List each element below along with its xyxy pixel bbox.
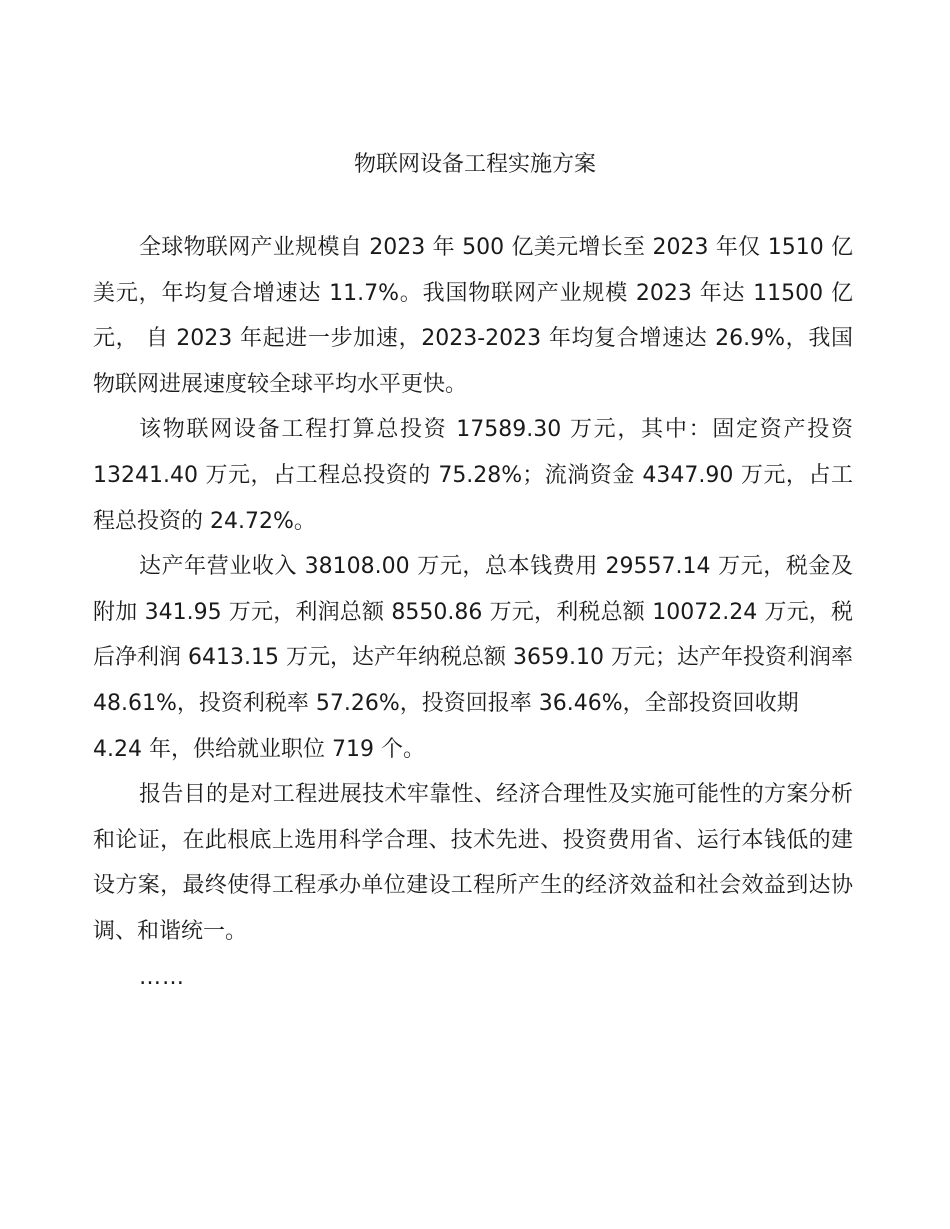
paragraph-report-purpose: 报告目的是对工程进展技术牢靠性、经济合理性及实施可能性的方案分析和论证，在此根底上选用科学合理、技术先进、投资费用省、运行本钱低的建设方案，最终使得工程承办单位建设工程所产生的经济效益和社会效益到达协调、和谐统一。 [93,782,853,944]
paragraph-total-investment: 该物联网设备工程打算总投资 17589.30 万元，其中：固定资产投资 13241.40 万元，占工程总投资的 75.28%；流淌资金 4347.90 万元，占工程总投资的 24.72%。 [93,417,853,534]
paragraph-industry-scale: 全球物联网产业规模自 2023 年 500 亿美元增长至 2023 年仅 1510 亿美元，年均复合增速达 11.7%。我国物联网产业规模 2023 年达 11500 亿元， 自 2023 年起进一步加速，2023-2023 年均复合增速达 26.9%，我国物联网进展速度较全球平均水平更快。 [93,235,853,397]
document-body [93,225,853,1000]
paragraph-payback-employment: 4.24 年，供给就业职位 719 个。 [93,736,425,762]
paragraph-financial-indicators: 达产年营业收入 38108.00 万元，总本钱费用 29557.14 万元，税金及附加 341.95 万元，利润总额 8550.86 万元，利税总额 10072.24 万元，税后净利润 6413.15 万元，达产年纳税总额 3659.10 万元；达产年投资利润率 48.61%，投资利税率 57.26%，投资回报率 36.46%，全部投资回收期 [93,554,853,716]
document-title: 物联网设备工程实施方案 [353,152,596,177]
paragraph-ellipsis: …… [139,964,185,990]
